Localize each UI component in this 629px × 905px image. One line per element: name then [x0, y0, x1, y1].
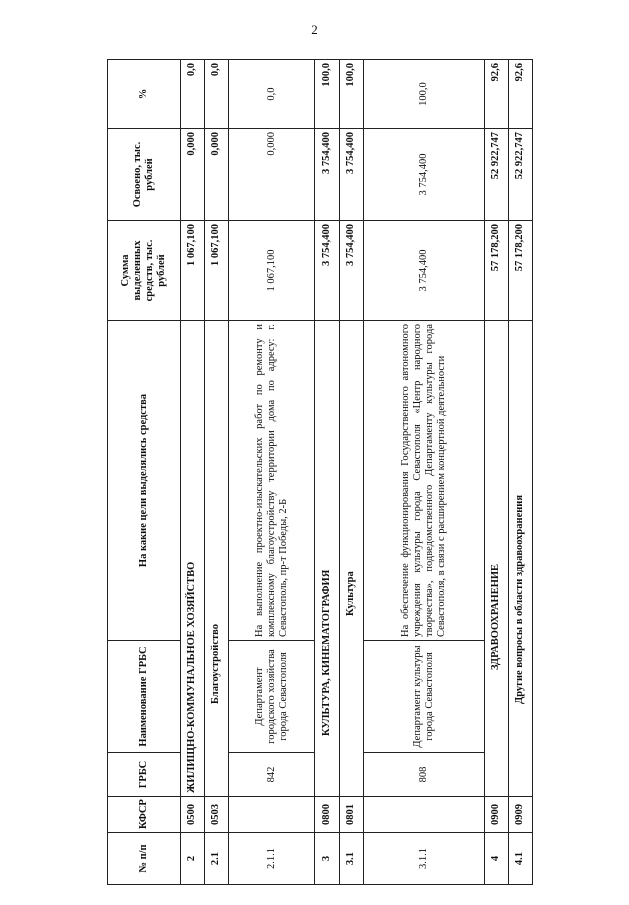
percent: 0,0 [228, 60, 315, 129]
rotated-table-container [107, 60, 533, 885]
kfsr-code [228, 797, 315, 833]
used-sum: 3 754,400 [339, 129, 363, 221]
percent: 100,0 [315, 60, 339, 129]
row-number: 2 [180, 833, 204, 885]
budget-table [107, 59, 533, 885]
percent: 92,6 [484, 60, 508, 129]
section-title: ЖИЛИЩНО-КОММУНАЛЬНОЕ ХОЗЯЙСТВО [180, 321, 204, 797]
purpose-text: На обеспечение функционирования Государственного автономного учреждения культуры города Севастополя «Центр народного творчества», подведомственного Департаменту культуры города Севастополя, в связи с расширением концертной деятельности [363, 321, 484, 641]
table-row [204, 60, 228, 885]
percent: 0,0 [180, 60, 204, 129]
header-cell: Наименование ГРБС [108, 641, 181, 753]
subsection-title: Другие вопросы в области здравоохранения [508, 321, 532, 797]
header-cell: На какие цели выделялись средства [108, 321, 181, 641]
kfsr-code [363, 797, 484, 833]
rotated-table-wrapper [107, 60, 533, 885]
table-row [180, 60, 204, 885]
allocated-sum: 57 178,200 [484, 221, 508, 321]
used-sum: 52 922,747 [508, 129, 532, 221]
row-number: 2.1.1 [228, 833, 315, 885]
row-number: 4.1 [508, 833, 532, 885]
purpose-text: На выполнение проектно-изыскательских работ по ремонту и комплексному благоустройству территории дома по адресу: г. Севастополь, пр-т Победы, 2-Б [228, 321, 315, 641]
kfsr-code: 0503 [204, 797, 228, 833]
row-number: 2.1 [204, 833, 228, 885]
table-row [228, 60, 315, 885]
table-row [484, 60, 508, 885]
section-title: ЗДРАВООХРАНЕНИЕ [484, 321, 508, 797]
header-row [108, 60, 181, 885]
subsection-title: Благоустройство [204, 321, 228, 797]
header-cell: КФСР [108, 797, 181, 833]
allocated-sum: 57 178,200 [508, 221, 532, 321]
kfsr-code: 0800 [315, 797, 339, 833]
row-number: 3 [315, 833, 339, 885]
allocated-sum: 1 067,100 [204, 221, 228, 321]
table-row [315, 60, 339, 885]
percent: 100,0 [339, 60, 363, 129]
table-row [339, 60, 363, 885]
row-number: 4 [484, 833, 508, 885]
percent: 0,0 [204, 60, 228, 129]
allocated-sum: 3 754,400 [339, 221, 363, 321]
table-row [508, 60, 532, 885]
percent: 92,6 [508, 60, 532, 129]
row-number: 3.1.1 [363, 833, 484, 885]
header-cell: Освоено, тыс. рублей [108, 129, 181, 221]
allocated-sum: 3 754,400 [363, 221, 484, 321]
allocated-sum: 3 754,400 [315, 221, 339, 321]
used-sum: 3 754,400 [363, 129, 484, 221]
grbs-name: Департамент городского хозяйства города Севастополя [228, 641, 315, 753]
grbs-code: 808 [363, 753, 484, 797]
header-cell: % [108, 60, 181, 129]
kfsr-code: 0900 [484, 797, 508, 833]
section-title: КУЛЬТУРА, КИНЕМАТОГРАФИЯ [315, 321, 339, 797]
used-sum: 52 922,747 [484, 129, 508, 221]
used-sum: 0,000 [180, 129, 204, 221]
header-cell: № п/п [108, 833, 181, 885]
used-sum: 0,000 [228, 129, 315, 221]
header-cell: ГРБС [108, 753, 181, 797]
used-sum: 0,000 [204, 129, 228, 221]
grbs-name: Департамент культуры города Севастополя [363, 641, 484, 753]
percent: 100,0 [363, 60, 484, 129]
kfsr-code: 0801 [339, 797, 363, 833]
table-row [363, 60, 484, 885]
kfsr-code: 0500 [180, 797, 204, 833]
kfsr-code: 0909 [508, 797, 532, 833]
page-number: 2 [311, 22, 318, 37]
allocated-sum: 1 067,100 [180, 221, 204, 321]
used-sum: 3 754,400 [315, 129, 339, 221]
header-cell: Сумма выделенных средств, тыс. рублей [108, 221, 181, 321]
allocated-sum: 1 067,100 [228, 221, 315, 321]
subsection-title: Культура [339, 321, 363, 797]
row-number: 3.1 [339, 833, 363, 885]
grbs-code: 842 [228, 753, 315, 797]
